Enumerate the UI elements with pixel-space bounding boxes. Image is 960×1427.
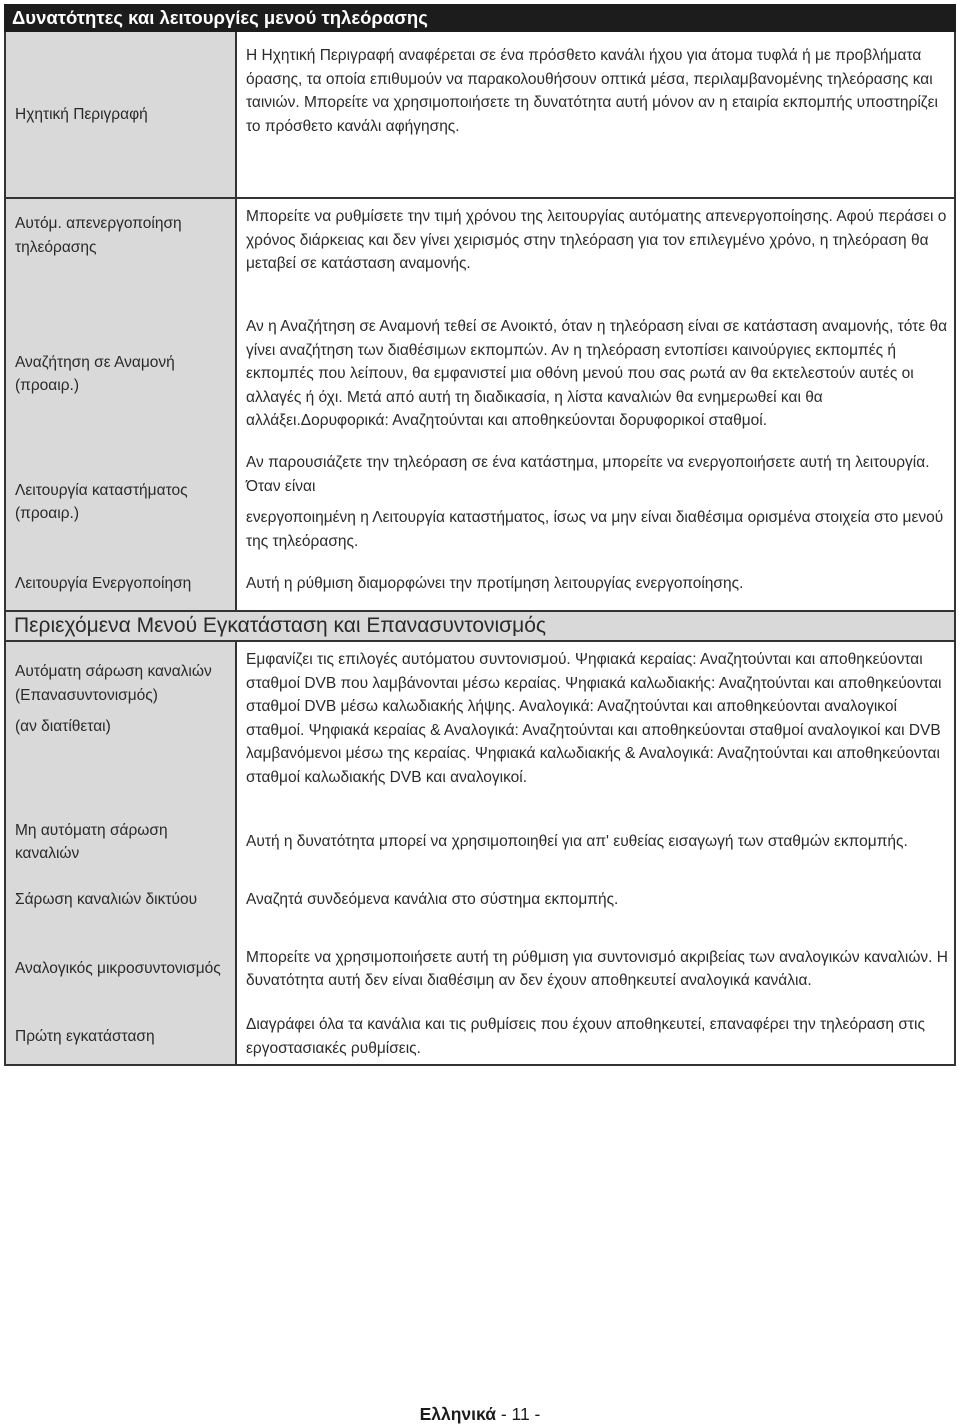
row-desc-power-up-mode [236, 557, 955, 611]
table-row [5, 198, 955, 301]
description-text: Αναζητά συνδεόμενα κανάλια στο σύστημα εκπομπής. [246, 891, 619, 909]
description-text: Μπορείτε να ρυθμίσετε την τιμή χρόνου της λειτουργίας αυτόματης απενεργοποίησης. Αφού περάσει ο χρόνος διάρκειας και δεν γίνει χειρισμός στην τηλεόραση για τον επιλεγμένο χρόνο, η τηλεόραση θα μεταβεί σε κατάσταση αναμονής. [246, 208, 947, 272]
row-label-store-mode: Λειτουργία καταστήματος (προαιρ.) [5, 447, 236, 557]
features-table [4, 32, 956, 612]
table-row [5, 642, 955, 813]
row-desc-analogue-fine-tune [236, 929, 955, 1009]
row-label-manual-channel-scan: Μη αυτόματη σάρωση καναλιών [5, 813, 236, 871]
row-label-network-channel-scan: Σάρωση καναλιών δικτύου [5, 871, 236, 929]
row-label-first-time-installation: Πρώτη εγκατάσταση [5, 1009, 236, 1065]
row-desc-network-channel-scan [236, 871, 955, 929]
table-row [5, 1009, 955, 1065]
description-text: Μπορείτε να χρησιμοποιήσετε αυτή τη ρύθμιση για συντονισμό ακριβείας των αναλογικών καναλιών. Η δυνατότητα αυτή δεν είναι διαθέσιμη αν δεν έχουν αποθηκευτεί αναλογικά κανάλια. [246, 948, 948, 989]
manual-page [4, 4, 956, 1066]
row-desc-auto-channel-scan [236, 642, 955, 813]
row-desc-manual-channel-scan [236, 813, 955, 871]
footer-page-number: - 11 - [500, 1404, 541, 1424]
row-desc-store-mode [236, 447, 955, 557]
row-label-power-up-mode: Λειτουργία Ενεργοποίηση [5, 557, 236, 611]
section-title: Περιεχόμενα Μενού Εγκατάσταση και Επανασυντονισμός [4, 612, 956, 642]
description-text: Η Ηχητική Περιγραφή αναφέρεται σε ένα πρόσθετο κανάλι ήχου για άτομα τυφλά ή με προβλήματα όρασης, τα οποία επιθυμούν να παρακολουθήσουν οπτικά μέσα, περιλαμβανομένης τηλεόρασης και ταινιών. Μπορείτε να χρησιμοποιήσετε τη δυνατότητα αυτή μόνον αν η εταιρία εκπομπής υποστηρίζει το πρόσθετο κανάλι αφήγησης. [246, 47, 938, 135]
table-row [5, 301, 955, 447]
description-text: Αν παρουσιάζετε την τηλεόραση σε ένα κατάστημα, μπορείτε να ενεργοποιήσετε αυτή τη λειτουργία. Όταν είναι [246, 454, 930, 495]
description-text: Εμφανίζει τις επιλογές αυτόματου συντονισμού. Ψηφιακά κεραίας: Αναζητούνται και αποθηκεύονται σταθμοί DVB που λαμβάνονται μέσω κεραίας. Ψηφιακά καλωδιακής: Αναζητούνται και αποθηκεύονται σταθμοί DVB μέσω καλωδιακής λήψης. Αναλογικά: Αναζητούνται και αποθηκεύονται αναλογικοί σταθμοί. Ψηφιακά κεραίας & Αναλογικά: Αναζητούνται και αποθηκεύονται σταθμοί αναλογικοί και DVB λαμβανόμενοι μέσω της κεραίας. Ψηφιακά καλωδιακής & Αναλογικά: Αναζητούνται και αποθηκεύονται σταθμοί καλωδιακής DVB και αναλογικοί. [246, 651, 942, 786]
table-row [5, 32, 955, 198]
page-title: Δυνατότητες και λειτουργίες μενού τηλεόρασης [4, 4, 956, 32]
row-desc-auto-power-off [236, 198, 955, 301]
description-text: Αυτή η ρύθμιση διαμορφώνει την προτίμηση λειτουργίας ενεργοποίησης. [246, 574, 744, 592]
table-row [5, 871, 955, 929]
description-text: Αυτή η δυνατότητα μπορεί να χρησιμοποιηθεί για απ' ευθείας εισαγωγή των σταθμών εκπομπής. [246, 833, 908, 851]
row-label-analogue-fine-tune: Αναλογικός μικροσυντονισμός [5, 929, 236, 1009]
row-label-auto-channel-scan: Αυτόματη σάρωση καναλιών (Επανασυντονισμός) (αν διατίθεται) [5, 642, 236, 813]
table-row [5, 813, 955, 871]
table-row [5, 557, 955, 611]
table-row [5, 447, 955, 557]
row-desc-first-time-installation [236, 1009, 955, 1065]
row-label-auto-power-off: Αυτόμ. απενεργοποίηση τηλεόρασης [5, 198, 236, 301]
description-text: ενεργοποιημένη η Λειτουργία καταστήματος, ίσως να μην είναι διαθέσιμα ορισμένα στοιχεία στο μενού της τηλεόρασης. [246, 509, 944, 550]
description-text: Αν η Αναζήτηση σε Αναμονή τεθεί σε Ανοικτό, όταν η τηλεόραση είναι σε κατάσταση αναμονής, τότε θα γίνει αναζήτηση των διαθέσιμων εκπομπών. Αν η τηλεόραση εντοπίσει καινούργιες εκπομπές ή εκπομπές που λείπουν, θα εμφανιστεί μια οθόνη μενού που σας ρωτά αν θα εκτελεστούν αυτές οι αλλαγές ή όχι. Μετά από αυτή τη διαδικασία, η λίστα καναλιών θα ενημερωθεί και θα αλλάξει.Δορυφορικά: Αναζητούνται και αποθηκεύονται δορυφορικοί σταθμοί. [246, 318, 948, 430]
row-label-standby-search: Αναζήτηση σε Αναμονή (προαιρ.) [5, 301, 236, 447]
footer-language: Ελληνικά [419, 1404, 496, 1424]
row-label-audio-description: Ηχητική Περιγραφή [5, 32, 236, 198]
row-desc-standby-search [236, 301, 955, 447]
description-text: Διαγράφει όλα τα κανάλια και τις ρυθμίσεις που έχουν αποθηκευτεί, επαναφέρει την τηλεόραση στις εργοστασιακές ρυθμίσεις. [246, 1016, 925, 1057]
table-row [5, 929, 955, 1009]
installation-table [4, 642, 956, 1066]
page-footer [0, 1404, 960, 1425]
row-desc-audio-description [236, 32, 955, 198]
